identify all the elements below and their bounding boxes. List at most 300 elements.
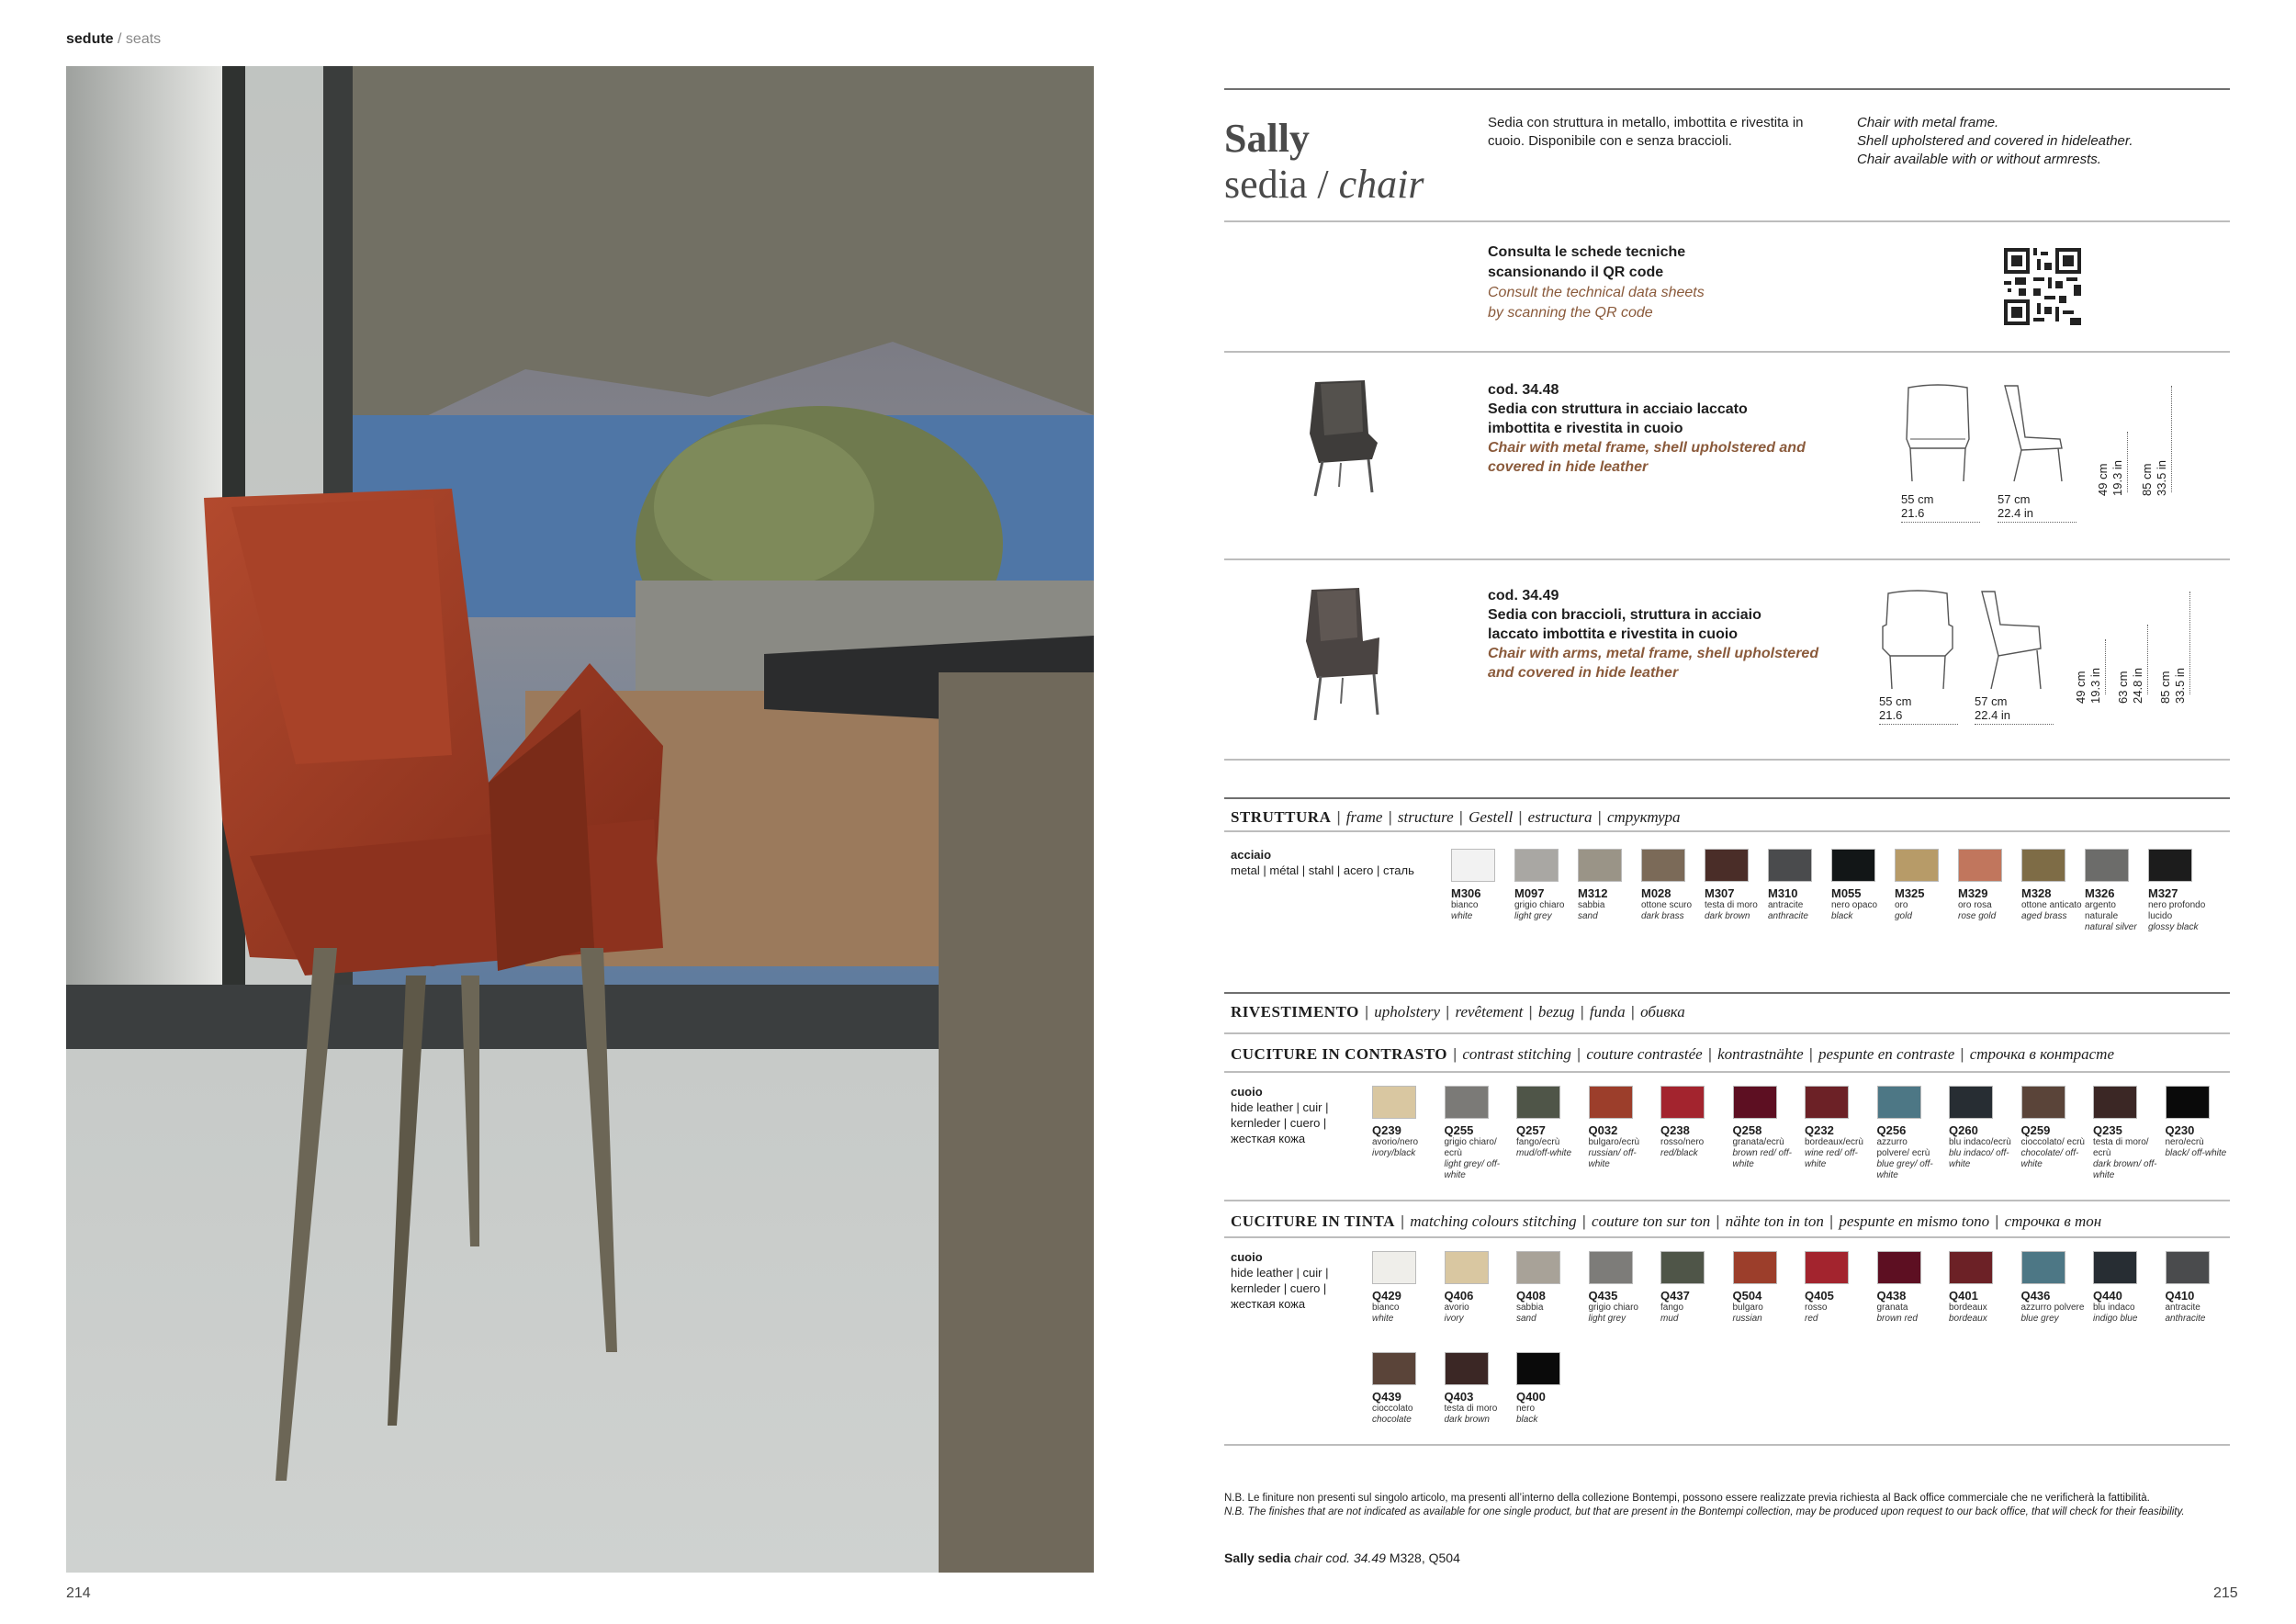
swatch-code: Q436 — [2020, 1289, 2051, 1303]
translation: structure — [1397, 808, 1454, 826]
swatch-color[interactable] — [1372, 1352, 1416, 1385]
swatch-q255[interactable] — [1445, 1086, 1509, 1181]
translation: строчка в тон — [2004, 1212, 2102, 1230]
product-type-it: sedia — [1224, 162, 1308, 207]
caption-name: Sally sedia — [1224, 1551, 1291, 1565]
swatch-m328[interactable] — [2021, 849, 2086, 922]
qr-text-it: scansionando il QR code — [1488, 265, 1664, 280]
dim-seat-height-cm: 49 cm — [2074, 671, 2088, 704]
translation: bezug — [1537, 1003, 1575, 1021]
swatch-name: blu indaco — [2093, 1303, 2135, 1313]
swatch-translation: chocolate — [1372, 1415, 1412, 1425]
swatch-m329[interactable] — [1958, 849, 2022, 922]
dim-width-in: 21.6 — [1879, 708, 1903, 722]
swatch-color[interactable] — [1877, 1086, 1921, 1119]
dim-seat-height — [2074, 648, 2088, 704]
swatch-m327[interactable] — [2148, 849, 2212, 933]
dim-width-cm: 55 cm — [1879, 694, 1912, 708]
swatch-translation: light grey — [1588, 1314, 1626, 1324]
page-number-right: 215 — [2213, 1585, 2238, 1601]
swatch-name: fango — [1660, 1303, 1684, 1313]
chair-thumbnail-3448 — [1304, 378, 1379, 498]
divider — [1224, 797, 2230, 799]
translation: Gestell — [1469, 808, 1514, 826]
swatch-name: grigio chiaro — [1588, 1303, 1638, 1313]
translation: pespunte en mismo tono — [1839, 1212, 1990, 1230]
swatch-color[interactable] — [1451, 849, 1495, 882]
swatch-translation: blu indaco/ off-white — [1949, 1148, 2009, 1169]
variant-desc-en: covered in hide leather — [1488, 459, 1649, 475]
dim-arm-height-in — [2131, 648, 2144, 704]
swatch-translation: anthracite — [1768, 911, 1808, 921]
material-name: cuoio — [1231, 1085, 1263, 1099]
swatch-translation: red — [1805, 1314, 1818, 1324]
divider — [1224, 830, 2230, 832]
variant-3448-text — [1488, 380, 1855, 477]
translation: nähte ton in ton — [1725, 1212, 1824, 1230]
swatch-q405[interactable] — [1805, 1251, 1869, 1325]
swatch-code: Q255 — [1444, 1123, 1474, 1137]
swatch-color[interactable] — [1768, 849, 1812, 882]
page-number-left: 214 — [66, 1585, 91, 1601]
divider — [1224, 1444, 2230, 1446]
swatch-translation: anthracite — [2165, 1314, 2206, 1324]
swatch-q230[interactable] — [2166, 1086, 2230, 1159]
swatch-name: cioccolato/ ecrù — [2020, 1137, 2085, 1147]
swatch-name: nero/ecrù — [2165, 1137, 2204, 1147]
description-it: Sedia con struttura in metallo, imbottita e rivestita in cuoio. Disponibile con e senza braccioli. — [1488, 115, 1804, 149]
swatch-code: Q439 — [1372, 1390, 1401, 1404]
swatch-translation: russian — [1732, 1314, 1762, 1324]
swatch-color[interactable] — [1514, 849, 1559, 882]
swatch-name: ottone scuro — [1641, 900, 1693, 910]
dim-height-line — [2171, 386, 2172, 492]
swatch-translation: blue grey/ off-white — [1876, 1159, 1933, 1180]
swatch-q410[interactable] — [2166, 1251, 2230, 1325]
description-en — [1857, 114, 2160, 169]
qr-text-en: by scanning the QR code — [1488, 305, 1653, 321]
material-translations: жесткая кожа — [1231, 1132, 1306, 1145]
swatch-translation: dark brass — [1641, 911, 1684, 921]
swatch-m310[interactable] — [1768, 849, 1832, 922]
swatch-translation: aged brass — [2021, 911, 2067, 921]
material-label — [1231, 1249, 1350, 1312]
translation: contrast stitching — [1462, 1045, 1571, 1063]
swatch-q232[interactable] — [1805, 1086, 1869, 1170]
swatch-color[interactable] — [1516, 1086, 1560, 1119]
swatch-color[interactable] — [1372, 1086, 1416, 1119]
swatch-translation: sand — [1578, 911, 1598, 921]
swatch-translation: mud — [1660, 1314, 1679, 1324]
swatch-code: M327 — [2148, 886, 2178, 900]
material-translations: kernleder | cuero | — [1231, 1116, 1327, 1130]
swatch-name: azzurro polvere/ ecrù — [1876, 1137, 1930, 1158]
dim-seat-height — [2096, 441, 2110, 496]
swatch-code: Q429 — [1372, 1289, 1401, 1303]
swatch-color[interactable] — [1445, 1086, 1489, 1119]
swatch-name: azzurro polvere — [2020, 1303, 2085, 1313]
swatch-code: Q437 — [1660, 1289, 1690, 1303]
dim-height-line — [2189, 592, 2190, 694]
swatch-translation: sand — [1516, 1314, 1536, 1324]
swatch-q436[interactable] — [2021, 1251, 2086, 1325]
divider — [1224, 1200, 2230, 1201]
swatch-color[interactable] — [1705, 849, 1749, 882]
dim-depth-cm: 57 cm — [1998, 492, 2031, 506]
breadcrumb-separator: / — [118, 31, 126, 47]
caption-type: chair — [1294, 1551, 1322, 1565]
swatch-code: Q401 — [1949, 1289, 1978, 1303]
swatch-name: sabbia — [1516, 1303, 1544, 1313]
swatch-translation: natural silver — [2085, 922, 2137, 932]
dim-depth — [1975, 694, 2010, 722]
variant-desc-en: Chair with metal frame, shell upholstered and — [1488, 440, 1806, 456]
divider — [1224, 220, 2230, 222]
dim-width-line — [1879, 724, 1958, 725]
swatch-color[interactable] — [1805, 1251, 1849, 1284]
dim-depth-line — [1975, 724, 2054, 725]
dim-arm-height-in-text: 24.8 in — [2131, 667, 2144, 704]
material-translations: metal | métal | stahl | acero | сталь — [1231, 863, 1414, 877]
swatch-code: Q410 — [2165, 1289, 2195, 1303]
swatch-color[interactable] — [1516, 1352, 1560, 1385]
swatch-code: M028 — [1641, 886, 1671, 900]
swatch-name: oro rosa — [1958, 900, 1992, 910]
swatch-color[interactable] — [1641, 849, 1685, 882]
side-view-drawing-arms — [1975, 588, 2052, 691]
dim-seat-height-in-text: 19.3 in — [2110, 459, 2124, 496]
swatch-translation: brown red — [1876, 1314, 1918, 1324]
material-translations: жесткая кожа — [1231, 1297, 1306, 1311]
swatch-name: nero profondo lucido — [2148, 900, 2206, 921]
swatch-translation: bordeaux — [1949, 1314, 1987, 1324]
swatch-m312[interactable] — [1578, 849, 1642, 922]
swatch-translation: ivory/black — [1372, 1148, 1416, 1158]
swatch-name: fango/ecrù — [1516, 1137, 1560, 1147]
swatch-code: Q260 — [1949, 1123, 1978, 1137]
swatch-m326[interactable] — [2085, 849, 2149, 933]
swatch-translation: mud/off-white — [1516, 1148, 1572, 1158]
swatch-m097[interactable] — [1514, 849, 1579, 922]
chair-thumbnail-3449 — [1302, 586, 1381, 724]
dim-seat-height-cm: 49 cm — [2096, 463, 2110, 496]
dim-depth-cm: 57 cm — [1975, 694, 2008, 708]
dim-depth-in: 22.4 in — [1975, 708, 2011, 722]
swatch-name: bordeaux/ecrù — [1805, 1137, 1863, 1147]
swatch-q401[interactable] — [1949, 1251, 2013, 1325]
swatch-name: oro — [1895, 900, 1908, 910]
divider — [1224, 1236, 2230, 1238]
swatch-color[interactable] — [1589, 1251, 1633, 1284]
dim-depth-line — [1998, 522, 2077, 523]
swatch-name: cioccolato — [1372, 1404, 1413, 1414]
swatch-translation: dark brown/ off-white — [2093, 1159, 2157, 1180]
description-en-line: Chair with metal frame. — [1857, 115, 1999, 130]
swatch-color[interactable] — [1660, 1086, 1705, 1119]
divider — [1224, 88, 2230, 90]
swatch-code: Q238 — [1660, 1123, 1690, 1137]
swatch-q259[interactable] — [2021, 1086, 2086, 1170]
swatch-translation: wine red/ off-white — [1805, 1148, 1858, 1169]
swatch-m028[interactable] — [1641, 849, 1705, 922]
swatch-color[interactable] — [1877, 1251, 1921, 1284]
swatch-q429[interactable] — [1372, 1251, 1436, 1325]
material-name: acciaio — [1231, 848, 1272, 862]
swatch-code: Q257 — [1516, 1123, 1546, 1137]
translation: структура — [1606, 808, 1681, 826]
swatch-translation: white — [1451, 911, 1473, 921]
variant-desc-it: Sedia con struttura in acciaio laccato — [1488, 401, 1748, 417]
swatch-name: granata/ecrù — [1732, 1137, 1784, 1147]
swatch-color[interactable] — [2021, 1086, 2065, 1119]
translation: строчка в контрасте — [1969, 1045, 2115, 1063]
product-type-en: chair — [1338, 162, 1424, 207]
note-it: N.B. Le finiture non presenti sul singolo articolo, ma presenti all’interno della collezione Bontempi, possono essere realizzate previa richiesta al Back office commerciale che ne verificherà la fattibilità. — [1224, 1493, 2150, 1504]
dim-height-in — [2155, 432, 2168, 496]
swatch-color[interactable] — [1958, 849, 2002, 882]
swatch-name: testa di moro/ ecrù — [2093, 1137, 2149, 1158]
translation: kontrastnähte — [1717, 1045, 1804, 1063]
finishes-note — [1224, 1492, 2234, 1519]
material-translations: hide leather | cuir | — [1231, 1266, 1329, 1280]
swatch-q032[interactable] — [1589, 1086, 1653, 1170]
swatch-color[interactable] — [1372, 1251, 1416, 1284]
swatch-translation: russian/ off-white — [1588, 1148, 1637, 1169]
swatch-m325[interactable] — [1895, 849, 1959, 922]
swatch-color[interactable] — [1445, 1251, 1489, 1284]
swatch-translation: dark brown — [1444, 1415, 1490, 1425]
swatch-q238[interactable] — [1660, 1086, 1725, 1159]
swatch-color[interactable] — [1733, 1251, 1777, 1284]
swatch-q403[interactable] — [1445, 1352, 1509, 1426]
swatch-name: testa di moro — [1444, 1404, 1498, 1414]
section-tinta-heading: CUCITURE IN TINTA | matching colours stitching | couture ton sur ton | nähte ton in ton | pespunte en mismo tono | строчка в тон — [1231, 1212, 2102, 1230]
swatch-q257[interactable] — [1516, 1086, 1581, 1159]
description-en-line: Chair available with or without armrests. — [1857, 152, 2101, 167]
swatch-translation: blue grey — [2020, 1314, 2059, 1324]
dim-width-cm: 55 cm — [1901, 492, 1934, 506]
qr-info — [1488, 242, 1705, 323]
swatch-name: rosso — [1805, 1303, 1828, 1313]
dim-arm-height — [2116, 648, 2130, 704]
swatch-translation: white — [1372, 1314, 1394, 1324]
material-translations: kernleder | cuero | — [1231, 1281, 1327, 1295]
swatch-code: M307 — [1705, 886, 1735, 900]
variant-code: cod. 34.48 — [1488, 382, 1559, 398]
swatch-code: Q232 — [1805, 1123, 1834, 1137]
swatch-code: Q403 — [1444, 1390, 1474, 1404]
swatch-color[interactable] — [1445, 1352, 1489, 1385]
swatch-color[interactable] — [2166, 1251, 2210, 1284]
variant-3449-text — [1488, 586, 1855, 682]
divider — [1224, 558, 2230, 560]
translation: обивка — [1640, 1003, 1685, 1021]
swatch-translation: light grey/ off-white — [1444, 1159, 1501, 1180]
swatch-color[interactable] — [1949, 1086, 1993, 1119]
material-translations: hide leather | cuir | — [1231, 1100, 1329, 1114]
swatch-color[interactable] — [1578, 849, 1622, 882]
dim-height-in — [2173, 639, 2187, 704]
product-name: Sally — [1224, 116, 1310, 161]
swatch-m307[interactable] — [1705, 849, 1769, 922]
swatch-name: sabbia — [1578, 900, 1605, 910]
translation: estructura — [1527, 808, 1593, 826]
section-title: RIVESTIMENTO — [1231, 1003, 1359, 1021]
swatch-code: Q400 — [1516, 1390, 1546, 1404]
dim-height-cm: 85 cm — [2140, 463, 2154, 496]
product-type: sedia / chair — [1224, 162, 1424, 207]
swatch-translation: red/black — [1660, 1148, 1698, 1158]
dim-height — [2158, 639, 2172, 704]
dim-width — [1901, 492, 1933, 520]
divider — [1224, 1032, 2230, 1034]
swatch-code: M306 — [1451, 886, 1481, 900]
swatch-color[interactable] — [1895, 849, 1939, 882]
swatch-color[interactable] — [1831, 849, 1875, 882]
swatch-code: M310 — [1768, 886, 1798, 900]
swatch-translation: rose gold — [1958, 911, 1997, 921]
swatch-code: Q258 — [1732, 1123, 1762, 1137]
variant-desc-it: Sedia con braccioli, struttura in acciaio — [1488, 607, 1761, 623]
swatch-code: Q230 — [2165, 1123, 2195, 1137]
swatch-q438[interactable] — [1877, 1251, 1941, 1325]
translation: revêtement — [1455, 1003, 1524, 1021]
caption-finish: M328, Q504 — [1389, 1551, 1460, 1565]
photo-caption — [1224, 1551, 1460, 1565]
translation: upholstery — [1374, 1003, 1441, 1021]
dim-depth — [1998, 492, 2033, 520]
breadcrumb-section: sedute — [66, 31, 114, 47]
swatch-code: Q438 — [1876, 1289, 1907, 1303]
swatch-name: bulgaro/ecrù — [1588, 1137, 1640, 1147]
swatch-code: Q440 — [2093, 1289, 2122, 1303]
swatch-color[interactable] — [1805, 1086, 1849, 1119]
swatch-name: testa di moro — [1705, 900, 1758, 910]
swatch-q235[interactable] — [2093, 1086, 2157, 1181]
swatch-m055[interactable] — [1831, 849, 1896, 922]
front-view-drawing — [1901, 382, 1975, 483]
swatch-color[interactable] — [1516, 1251, 1560, 1284]
dim-arm-height-cm: 63 cm — [2116, 671, 2130, 704]
dim-depth-in: 22.4 in — [1998, 506, 2034, 520]
swatch-code: M326 — [2085, 886, 2115, 900]
swatch-color[interactable] — [1589, 1086, 1633, 1119]
swatch-q439[interactable] — [1372, 1352, 1436, 1426]
variant-desc-en: Chair with arms, metal frame, shell upholstered — [1488, 646, 1819, 661]
swatch-color[interactable] — [2093, 1251, 2137, 1284]
swatch-name: avorio — [1444, 1303, 1469, 1313]
swatch-name: rosso/nero — [1660, 1137, 1705, 1147]
swatch-code: Q235 — [2093, 1123, 2122, 1137]
dim-width-line — [1901, 522, 1980, 523]
swatch-translation: gold — [1895, 911, 1912, 921]
swatch-q260[interactable] — [1949, 1086, 2013, 1170]
swatch-color[interactable] — [2093, 1086, 2137, 1119]
swatch-translation: black/ off-white — [2165, 1148, 2227, 1158]
swatch-q400[interactable] — [1516, 1352, 1581, 1426]
swatch-code: M312 — [1578, 886, 1608, 900]
swatch-q435[interactable] — [1589, 1251, 1653, 1325]
swatch-translation: black — [1831, 911, 1853, 921]
section-title: CUCITURE IN CONTRASTO — [1231, 1045, 1447, 1063]
swatch-code: Q405 — [1805, 1289, 1834, 1303]
translation: frame — [1345, 808, 1383, 826]
dim-arm-height-line — [2147, 625, 2148, 694]
swatch-color[interactable] — [1949, 1251, 1993, 1284]
swatch-color[interactable] — [1660, 1251, 1705, 1284]
divider — [1224, 351, 2230, 353]
swatch-translation: chocolate/ off-white — [2020, 1148, 2079, 1169]
breadcrumb — [66, 31, 161, 48]
swatch-q437[interactable] — [1660, 1251, 1725, 1325]
swatch-color[interactable] — [2021, 849, 2065, 882]
dim-seat-height-in-text: 19.3 in — [2088, 667, 2102, 704]
swatch-translation: light grey — [1514, 911, 1552, 921]
swatch-name: granata — [1876, 1303, 1908, 1313]
breadcrumb-sub: seats — [125, 31, 162, 47]
swatch-translation: ivory — [1444, 1314, 1464, 1324]
swatch-q408[interactable] — [1516, 1251, 1581, 1325]
swatch-code: Q408 — [1516, 1289, 1546, 1303]
swatch-code: M325 — [1895, 886, 1925, 900]
variant-desc-it: imbottita e rivestita in cuoio — [1488, 421, 1683, 436]
side-view-drawing — [1998, 382, 2071, 483]
swatch-color[interactable] — [2148, 849, 2192, 882]
swatch-code: Q032 — [1588, 1123, 1618, 1137]
material-name: cuoio — [1231, 1250, 1263, 1264]
swatch-code: Q256 — [1876, 1123, 1907, 1137]
dim-seat-height-in — [2110, 441, 2124, 496]
swatch-q239[interactable] — [1372, 1086, 1436, 1159]
dim-seat-height-line — [2127, 432, 2128, 492]
chair-scene-image — [66, 66, 1094, 1573]
swatch-q258[interactable] — [1733, 1086, 1797, 1170]
swatch-q504[interactable] — [1733, 1251, 1797, 1325]
translation: funda — [1589, 1003, 1626, 1021]
translation: couture ton sur ton — [1592, 1212, 1711, 1230]
swatch-code: M328 — [2021, 886, 2052, 900]
variant-desc-it: laccato imbottita e rivestita in cuoio — [1488, 626, 1739, 642]
swatch-code: Q259 — [2020, 1123, 2051, 1137]
section-struttura-heading: STRUTTURA | frame | structure | Gestell | estructura | структура — [1231, 808, 1681, 826]
swatch-color[interactable] — [2166, 1086, 2210, 1119]
swatch-translation: black — [1516, 1415, 1538, 1425]
swatch-q256[interactable] — [1877, 1086, 1941, 1181]
swatch-name: argento naturale — [2085, 900, 2119, 921]
swatch-code: M329 — [1958, 886, 1988, 900]
swatch-color[interactable] — [1733, 1086, 1777, 1119]
swatch-q406[interactable] — [1445, 1251, 1509, 1325]
swatch-color[interactable] — [2021, 1251, 2065, 1284]
swatch-name: nero opaco — [1831, 900, 1878, 910]
material-label — [1231, 847, 1451, 878]
dim-seat-height-line — [2105, 639, 2106, 694]
swatch-name: antracite — [2165, 1303, 2200, 1313]
swatch-name: grigio chiaro — [1514, 900, 1565, 910]
swatch-code: Q239 — [1372, 1123, 1401, 1137]
swatch-q440[interactable] — [2093, 1251, 2157, 1325]
qr-code-icon[interactable] — [2000, 244, 2085, 329]
swatch-m306[interactable] — [1451, 849, 1515, 922]
swatch-color[interactable] — [2085, 849, 2129, 882]
section-contrasto-heading: CUCITURE IN CONTRASTO | contrast stitching | couture contrastée | kontrastnähte | pespunte en contraste | строчка в контрасте — [1231, 1045, 2115, 1063]
variant-code: cod. 34.49 — [1488, 588, 1559, 603]
translation: couture contrastée — [1586, 1045, 1703, 1063]
swatch-translation: glossy black — [2148, 922, 2199, 932]
dim-height-cm: 85 cm — [2158, 671, 2172, 704]
translation: pespunte en contraste — [1818, 1045, 1955, 1063]
dim-width-in: 21.6 — [1901, 506, 1925, 520]
